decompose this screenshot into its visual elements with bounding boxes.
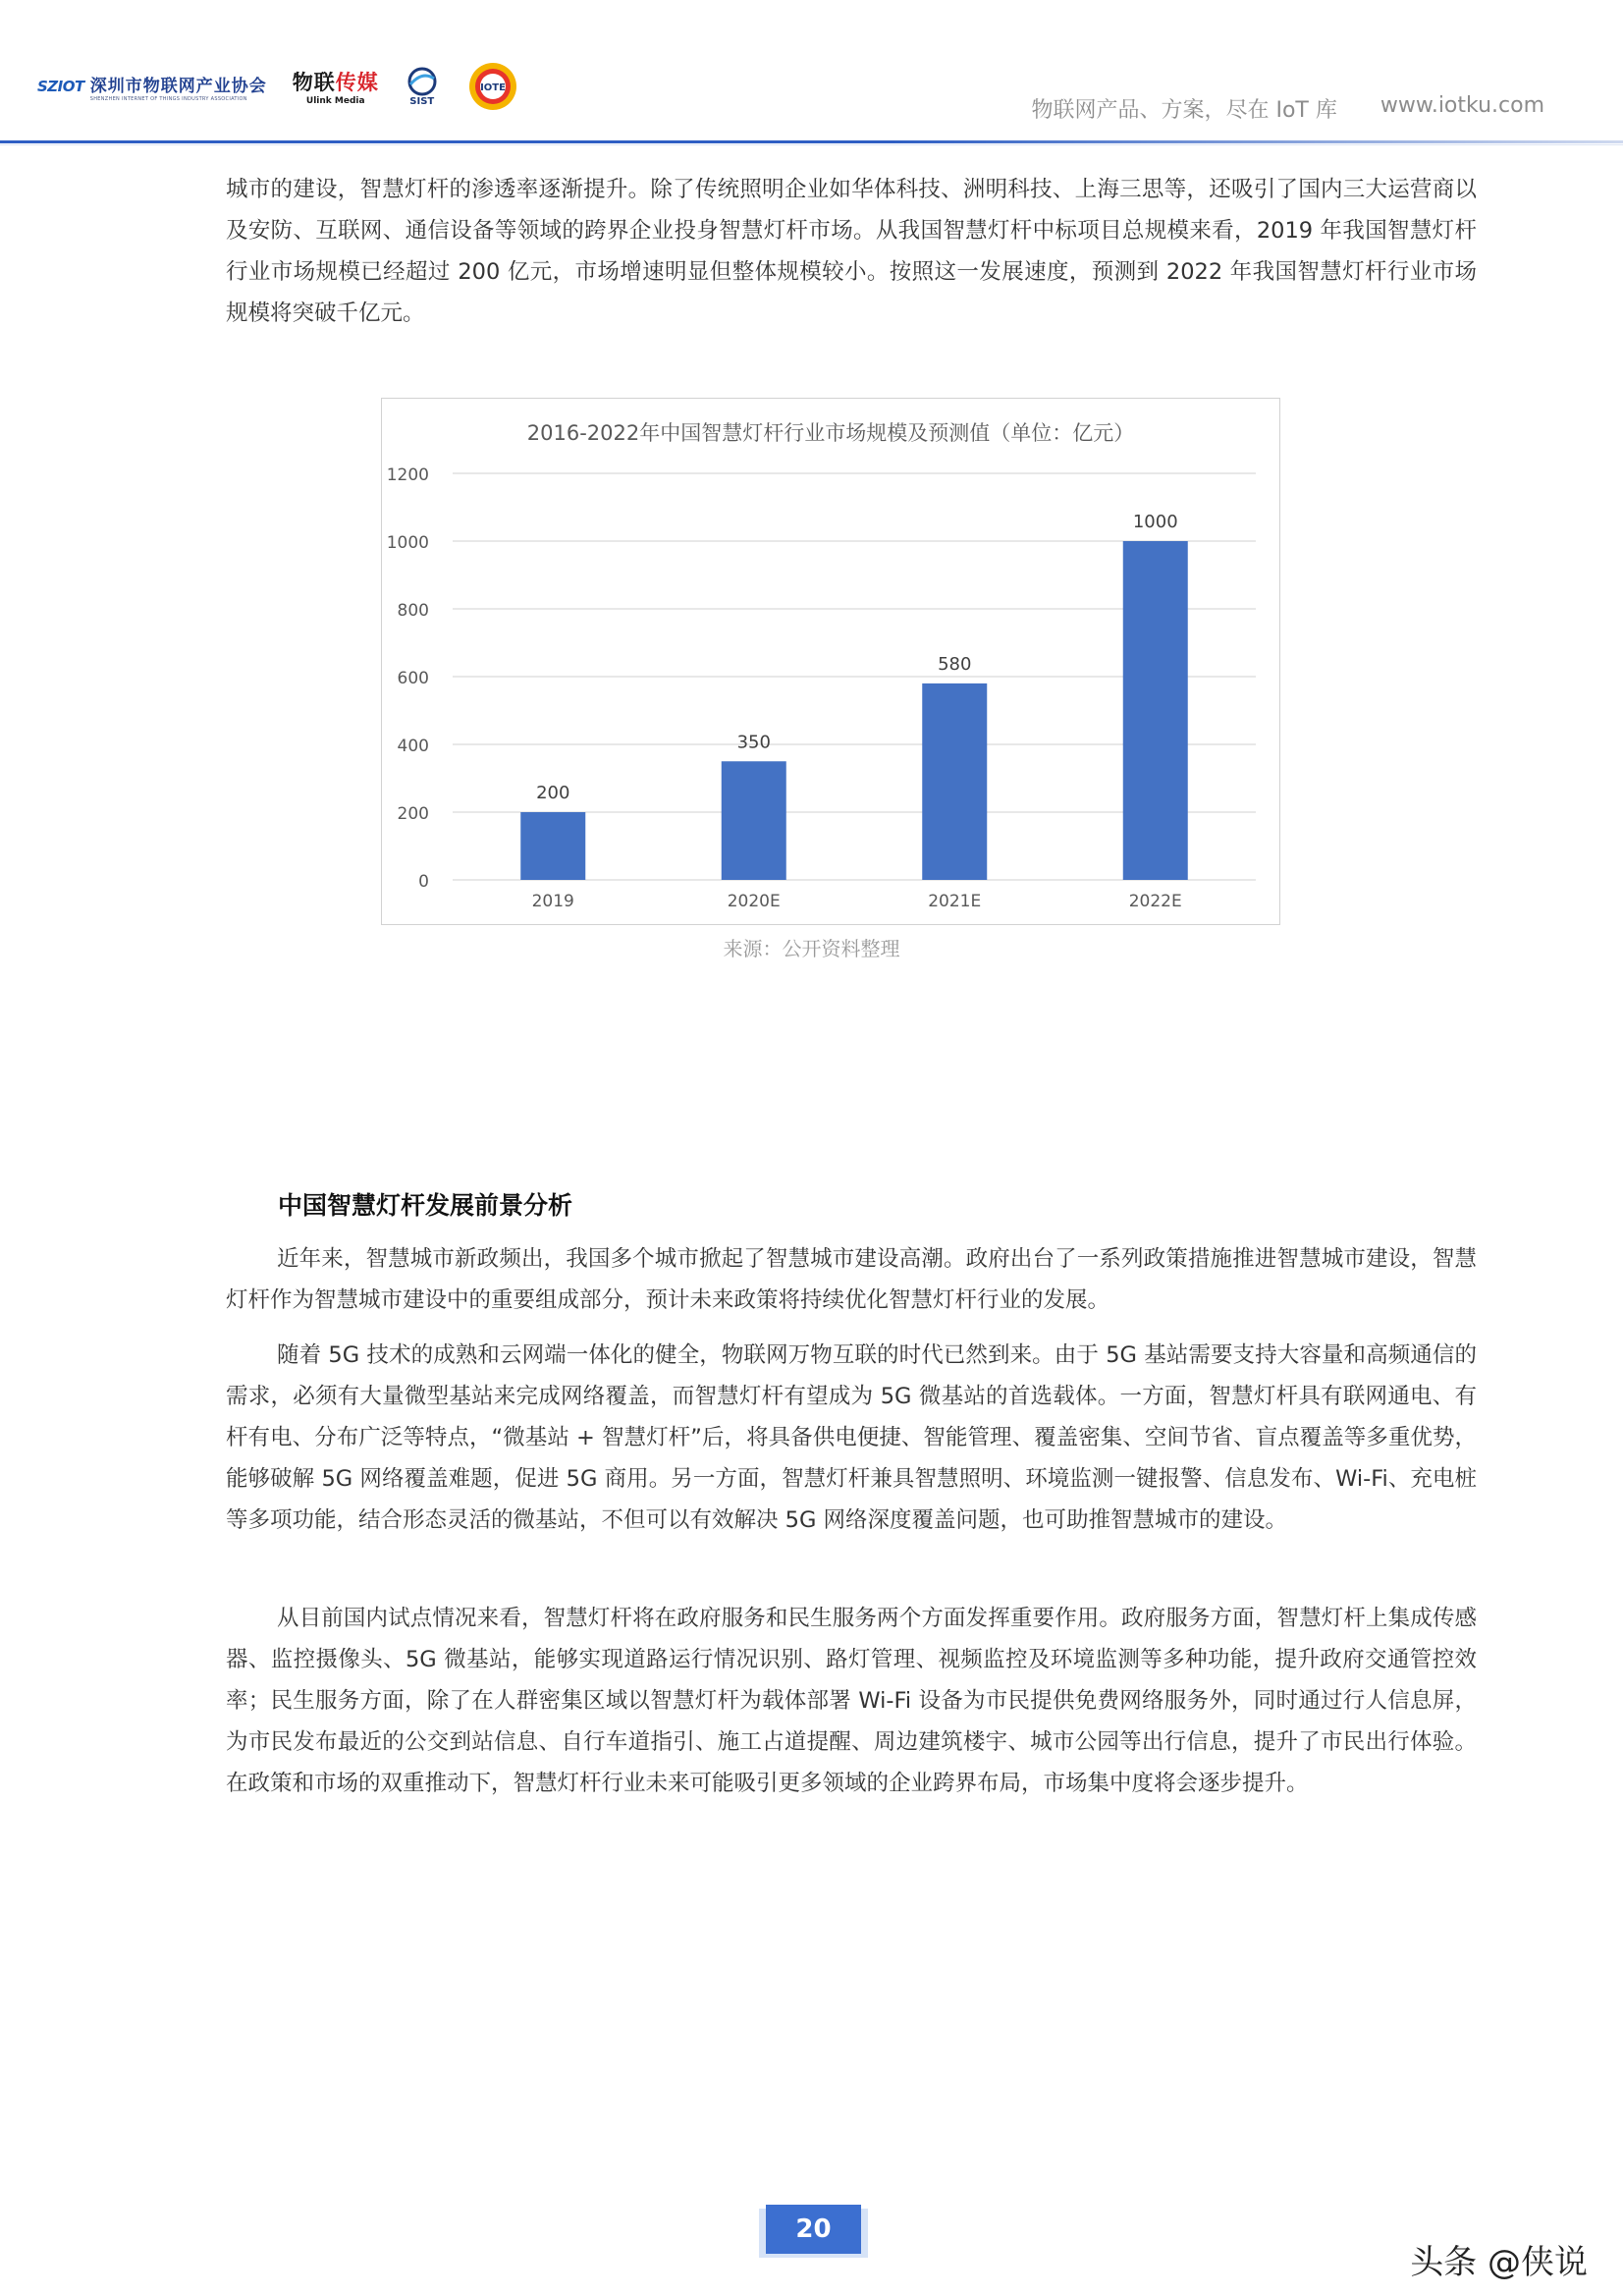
logo-group xyxy=(37,61,520,112)
x-tick-label: 2022E xyxy=(1128,892,1182,911)
y-tick-label: 200 xyxy=(397,804,429,824)
chart-source: 来源：公开资料整理 xyxy=(723,937,900,960)
sist-emblem-icon xyxy=(405,67,440,96)
ulink-media-logo xyxy=(293,67,379,106)
page-number: 20 xyxy=(766,2205,861,2254)
intro-paragraph: 城市的建设，智慧灯杆的渗透率逐渐提升。除了传统照明企业如华体科技、洲明科技、上海三思等，还吸引了国内三大运营商以及安防、互联网、通信设备等领域的跨界企业投身智慧灯杆市场。从我国智慧灯杆中标项目总规模来看，2019 年我国智慧灯杆行业市场规模已经超过 200 亿元，市场增速明显但整体规模较小。按照这一发展速度，预测到 2022 年我国智慧灯杆行业市场规模将突破千亿元。 xyxy=(226,177,1477,326)
sziot-name: 深圳市物联网产业协会 xyxy=(89,76,267,96)
x-tick-label: 2019 xyxy=(531,892,574,911)
sziot-logo xyxy=(37,72,267,102)
body-paragraph-2: 随着 5G 技术的成熟和云网端一体化的健全，物联网万物互联的时代已然到来。由于 5G 基站需要支持大容量和高频通信的需求，必须有大量微型基站来完成网络覆盖，而智慧灯杆有望成为 5G 微基站的首选载体。一方面，智慧灯杆具有联网通电、有杆有电、分布广泛等特点，“微基站 + 智慧灯杆”后，将具备供电便捷、智能管理、覆盖密集、空间节省、盲点覆盖等多重优势，能够破解 5G 网络覆盖难题，促进 5G 商用。另一方面，智慧灯杆兼具智慧照明、环境监测一键报警、信息发布、Wi-Fi、充电桩等多项功能，结合形态灵活的微基站，不但可以有效解决 5G 网络深度覆盖问题，也可助推智慧城市的建设。 xyxy=(226,1342,1477,1533)
sist-label: SIST xyxy=(409,95,435,107)
y-tick-label: 400 xyxy=(397,737,429,756)
ulink-english-name: Ulink Media xyxy=(305,96,365,106)
body-paragraph-1: 近年来，智慧城市新政频出，我国多个城市掀起了智慧城市建设高潮。政府出台了一系列政策措施推进智慧城市建设，智慧灯杆作为智慧城市建设中的重要组成部分，预计未来政策将持续优化智慧灯杆行业的发展。 xyxy=(226,1246,1477,1313)
page-header xyxy=(0,0,1623,147)
bar-2021E xyxy=(922,683,987,880)
x-tick-label: 2021E xyxy=(928,892,982,911)
market-size-chart xyxy=(381,398,1280,925)
header-slogan: 物联网产品、方案，尽在 IoT 库 xyxy=(1031,98,1337,123)
data-label: 580 xyxy=(938,653,972,675)
ulink-name-a: 物联 xyxy=(292,71,336,94)
data-label: 200 xyxy=(536,783,570,803)
ulink-name-b: 传媒 xyxy=(335,71,379,94)
y-tick-label: 0 xyxy=(418,872,429,892)
sist-logo xyxy=(405,67,440,107)
y-tick-label: 800 xyxy=(397,601,429,621)
watermark: 头条 @侠说 xyxy=(1410,2243,1588,2282)
section-title: 中国智慧灯杆发展前景分析 xyxy=(278,1191,573,1220)
bar-2022E xyxy=(1123,541,1188,880)
data-label: 1000 xyxy=(1132,512,1178,532)
iote-badge-icon xyxy=(465,61,520,112)
y-tick-label: 600 xyxy=(397,669,429,688)
bar-2020E xyxy=(722,761,786,880)
x-tick-label: 2020E xyxy=(727,892,781,911)
iote-logo xyxy=(465,61,520,112)
sziot-mark: SZIOT xyxy=(37,78,84,95)
header-right xyxy=(1031,93,1544,124)
header-url[interactable]: www.iotku.com xyxy=(1380,93,1544,118)
body-paragraph-3: 从目前国内试点情况来看，智慧灯杆将在政府服务和民生服务两个方面发挥重要作用。政府服务方面，智慧灯杆上集成传感器、监控摄像头、5G 微基站，能够实现道路运行情况识别、路灯管理、视频监控及环境监测等多种功能，提升政府交通管控效率；民生服务方面，除了在人群密集区域以智慧灯杆为载体部署 Wi-Fi 设备为市民提供免费网络服务外，同时通过行人信息屏，为市民发布最近的公交到站信息、自行车道指引、施工占道提醒、周边建筑楼宇、城市公园等出行信息，提升了市民出行体验。在政策和市场的双重推动下，智慧灯杆行业未来可能吸引更多领域的企业跨界布局，市场集中度将会逐步提升。 xyxy=(226,1606,1477,1796)
chart-title: 2016-2022年中国智慧灯杆行业市场规模及预测值（单位：亿元） xyxy=(526,421,1135,445)
header-divider xyxy=(0,140,1623,146)
bar-2019 xyxy=(520,812,585,880)
y-tick-label: 1000 xyxy=(386,533,429,553)
sziot-english-name: SHENZHEN INTERNET OF THINGS INDUSTRY ASSOCIATION xyxy=(89,95,247,102)
iote-label: IOTE xyxy=(479,82,506,93)
data-label: 350 xyxy=(736,732,771,753)
chart-canvas xyxy=(382,399,1279,924)
y-tick-label: 1200 xyxy=(386,465,429,485)
